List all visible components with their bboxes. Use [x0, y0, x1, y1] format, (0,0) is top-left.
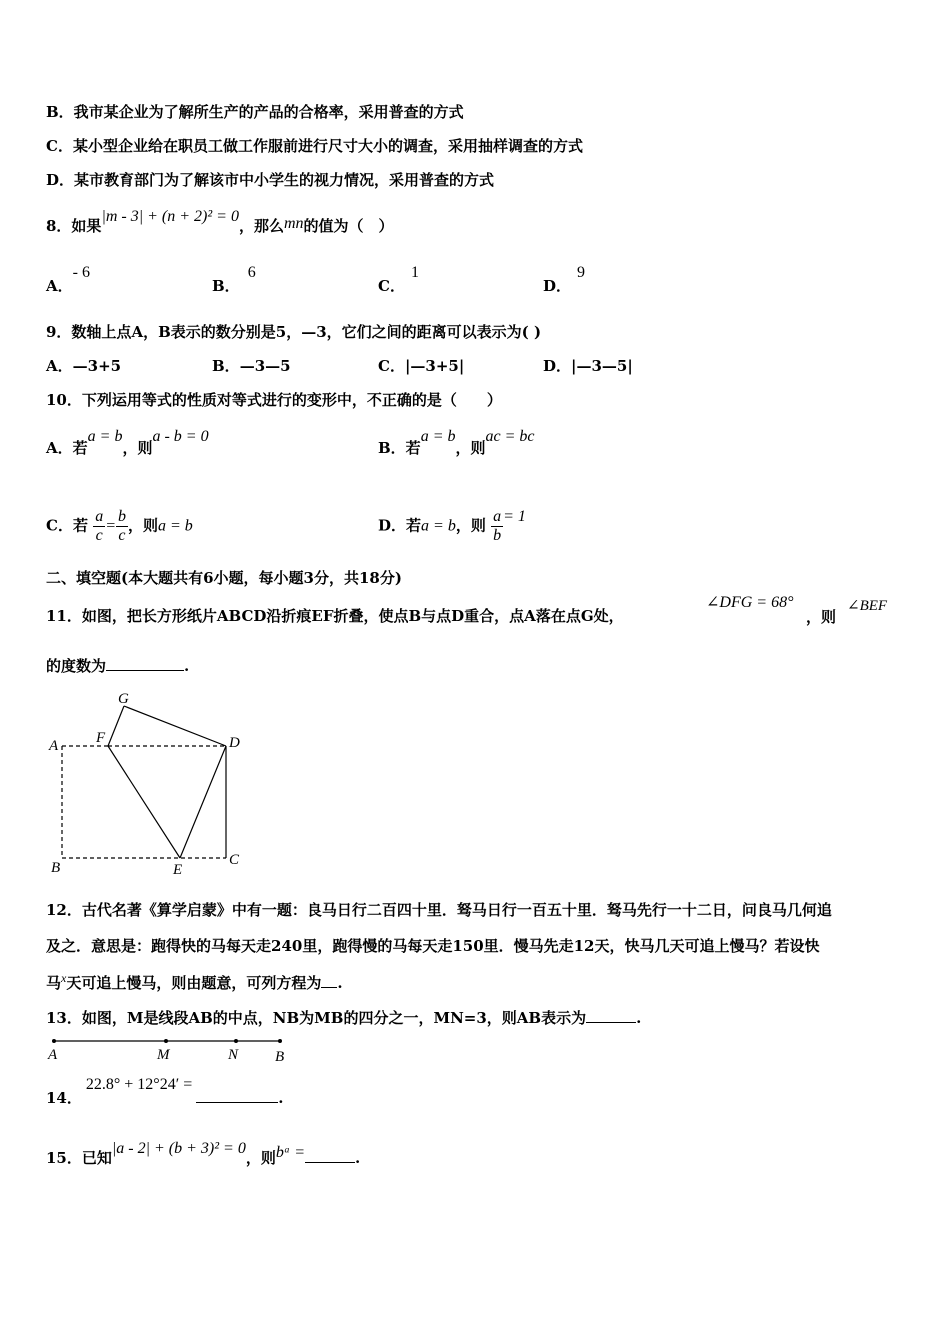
- q15-stem: 15．已知|a - 2| + (b + 3)² = 0，则bᵃ = .: [46, 1140, 361, 1167]
- q12-line-2: 及之．意思是：跑得快的马每天走240里，跑得慢的马每天走150里．慢马先走12天，快马几天可追上慢马？若设快: [46, 937, 820, 955]
- q12-line-1: 12．古代名著《算学启蒙》中有一题：良马日行二百四十里．驽马日行一百五十里．驽马先行一十二日，问良马几何追: [46, 901, 832, 919]
- segment-ed: [180, 746, 226, 858]
- q13-stem: 13．如图，M是线段AB的中点，NB为MB的四分之一，MN=3，则AB表示为 .: [46, 1009, 642, 1027]
- q15-equation: |a - 2| + (b + 3)² = 0: [111, 1140, 246, 1157]
- q11-angle-bef: ∠BEF: [847, 598, 888, 614]
- q11-answer-line: 的度数为 .: [46, 657, 190, 675]
- q9-option-c: C．|—3+5|: [378, 357, 465, 375]
- answer-blank[interactable]: [321, 973, 337, 988]
- q7-option-c: C．某小型企业给在职员工做工作服前进行尺寸大小的调查，采用抽样调查的方式: [46, 137, 583, 155]
- q12-variable: x: [61, 971, 67, 985]
- label-f: F: [96, 730, 106, 746]
- segment-gd: [124, 706, 226, 746]
- label-e: E: [173, 862, 183, 878]
- point-b: [278, 1039, 282, 1043]
- label-g: G: [118, 691, 129, 707]
- q8-stem: 8．如果|m - 3| + (n + 2)² = 0，那么mn的值为（ ）: [46, 208, 394, 235]
- label-a: A: [48, 1047, 58, 1063]
- q9-stem: 9．数轴上点A，B表示的数分别是5，—3，它们之间的距离可以表示为( ): [46, 323, 542, 341]
- segment-fg: [108, 706, 124, 746]
- q8-variable: mn: [283, 215, 304, 232]
- label-c: C: [229, 852, 240, 868]
- q10-option-d: D．若a = b，则 $\frac{a}{b}$ = 1: [378, 507, 526, 544]
- q8-option-b: B．6: [212, 264, 256, 295]
- answer-blank[interactable]: [305, 1148, 355, 1163]
- q13-figure: [40, 1033, 300, 1063]
- q11-then: ，则: [806, 608, 837, 626]
- q8-option-d: D．9: [543, 264, 586, 295]
- q10-stem: 10．下列运用等式的性质对等式进行的变形中，不正确的是（ ）: [46, 391, 502, 409]
- q9-option-a: A．—3+5: [46, 357, 122, 375]
- q12-line-3: 马$^x$天可追上慢马，则由题意，可列方程为 .: [46, 971, 343, 992]
- q14-stem: 14．22.8° + 12°24′ =.: [46, 1076, 284, 1107]
- label-d: D: [229, 735, 240, 751]
- label-m: M: [157, 1047, 170, 1063]
- answer-blank[interactable]: [586, 1008, 636, 1023]
- q14-expression: 22.8° + 12°24′ =: [85, 1076, 193, 1093]
- section-heading: 二、填空题(本大题共有6小题，每小题3分，共18分): [46, 569, 402, 587]
- q8-option-a: A．- 6: [46, 264, 90, 295]
- segment-fe: [108, 746, 180, 858]
- q7-option-d: D．某市教育部门为了解该市中小学生的视力情况，采用普查的方式: [46, 171, 495, 189]
- q11-stem: 11．如图，把长方形纸片ABCD沿折痕EF折叠，使点B与点D重合，点A落在点G处，: [46, 607, 624, 625]
- q8-option-c: C．1: [378, 264, 419, 295]
- q11-angle-dfg: ∠DFG = 68°: [706, 594, 794, 611]
- q9-option-d: D．|—3—5|: [543, 357, 633, 375]
- point-m: [164, 1039, 168, 1043]
- q11-figure: [46, 688, 256, 880]
- q10-option-c: C．若 $\frac{a}{c}$ = $\frac{b}{c}$ ，则a = b: [46, 508, 193, 544]
- answer-blank[interactable]: [196, 1088, 278, 1103]
- q9-option-b: B．—3—5: [212, 357, 291, 375]
- label-b: B: [275, 1049, 285, 1063]
- point-n: [234, 1039, 238, 1043]
- q15-result: bᵃ =: [275, 1144, 306, 1161]
- q10-option-b: B．若a = b，则ac = bc: [378, 428, 535, 457]
- q10-option-a: A．若a = b，则a - b = 0: [46, 428, 209, 457]
- point-a: [52, 1039, 56, 1043]
- q7-option-b: B．我市某企业为了解所生产的产品的合格率，采用普查的方式: [46, 103, 464, 121]
- label-a: A: [49, 738, 59, 754]
- answer-blank[interactable]: [106, 656, 184, 671]
- q8-equation: |m - 3| + (n + 2)² = 0: [101, 208, 239, 225]
- label-b: B: [51, 860, 61, 876]
- label-n: N: [228, 1047, 239, 1063]
